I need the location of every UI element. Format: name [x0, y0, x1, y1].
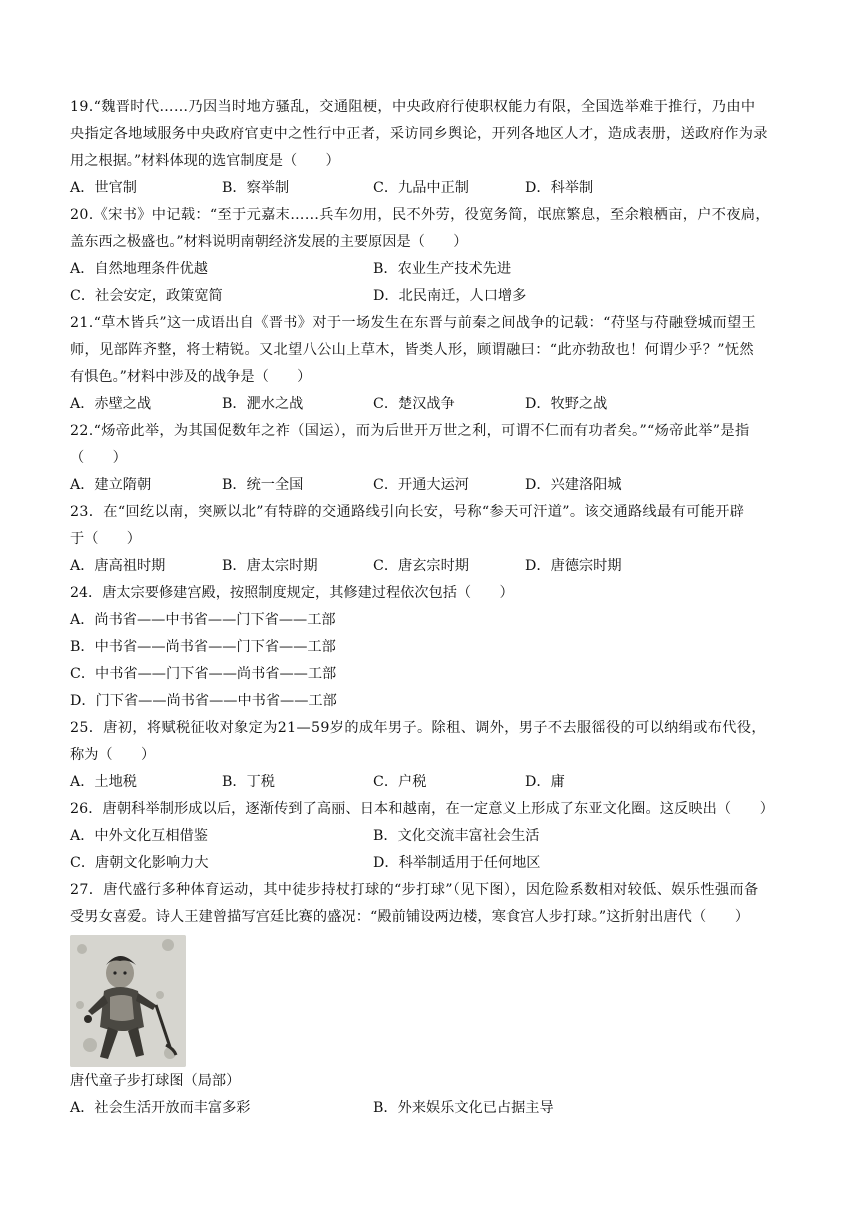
q22-option-b: B．统一全国: [222, 477, 304, 493]
question-23-line-1: 23．在“回纥以南，突厥以北”有特辟的交通路线引向长安，号称“参天可汗道”。该交通路线最有可能开辟: [70, 504, 745, 520]
question-23-line-2: 于（ ）: [70, 531, 141, 547]
q26-option-c: C．唐朝文化影响力大: [70, 855, 209, 871]
q19-option-d: D．科举制: [525, 180, 594, 196]
q20-option-a: A．自然地理条件优越: [70, 261, 208, 277]
q23-option-b: B．唐太宗时期: [222, 558, 318, 574]
q20-option-c: C．社会安定，政策宽简: [70, 288, 223, 304]
question-20-line-1: 20.《宋书》中记载：“至于元嘉末……兵车勿用，民不外劳，役宽务简，氓庶繁息，至余粮栖亩，户不夜扃，: [70, 207, 770, 223]
q20-option-d: D．北民南迁，人口增多: [373, 288, 527, 304]
q24-option-d: D．门下省——尚书省——中书省——工部: [70, 693, 337, 709]
q24-option-b: B．中书省——尚书省——门下省——工部: [70, 639, 336, 655]
q24-option-c: C．中书省——门下省——尚书省——工部: [70, 666, 337, 682]
question-21-line-1: 21.“草木皆兵”这一成语出自《晋书》对于一场发生在东晋与前秦之间战争的记载：“苻坚与苻融登城而望王: [70, 315, 757, 331]
question-26-line-1: 26．唐朝科举制形成以后，逐渐传到了高丽、日本和越南，在一定意义上形成了东亚文化圈。这反映出（ ）: [70, 801, 775, 817]
question-27-line-2: 受男女喜爱。诗人王建曾描写宫廷比赛的盛况：“殿前铺设两边楼，寒食宫人步打球。”这折射出唐代（ ）: [70, 909, 750, 925]
question-19-line-1: 19.“魏晋时代……乃因当时地方骚乱，交通阻梗，中央政府行使职权能力有限，全国选举难于推行，乃由中: [70, 99, 756, 115]
q25-option-a: A．土地税: [70, 774, 137, 790]
question-19-line-2: 央指定各地域服务中央政府官吏中之性行中正者，采访同乡舆论，开列各地区人才，造成表册，送政府作为录: [70, 126, 768, 142]
q25-option-c: C．户税: [373, 774, 427, 790]
figure-caption: 唐代童子步打球图（局部）: [70, 1073, 241, 1089]
q23-option-d: D．唐德宗时期: [525, 558, 622, 574]
q25-option-b: B．丁税: [222, 774, 275, 790]
question-22-line-2: （ ）: [70, 450, 127, 466]
question-27-line-1: 27．唐代盛行多种体育运动，其中徒步持杖打球的“步打球”（见下图），因危险系数相对较低、娱乐性强而备: [70, 882, 759, 898]
q22-option-d: D．兴建洛阳城: [525, 477, 622, 493]
question-19-line-3: 用之根据。”材料体现的选官制度是（ ）: [70, 153, 340, 169]
painting-illustration: [70, 935, 186, 1067]
q21-option-d: D．牧野之战: [525, 396, 608, 412]
q27-option-a: A．社会生活开放而丰富多彩: [70, 1100, 251, 1116]
q27-option-b: B．外来娱乐文化已占据主导: [373, 1100, 554, 1116]
question-24-line-1: 24．唐太宗要修建宫殿，按照制度规定，其修建过程依次包括（ ）: [70, 585, 514, 601]
question-21-line-2: 师，见部阵齐整，将士精锐。又北望八公山上草木，皆类人形，顾谓融曰：“此亦勃敌也！何谓少乎？”怃然: [70, 342, 754, 358]
q21-option-c: C．楚汉战争: [373, 396, 455, 412]
q19-option-b: B．察举制: [222, 180, 290, 196]
q19-option-a: A．世官制: [70, 180, 137, 196]
q23-option-a: A．唐高祖时期: [70, 558, 166, 574]
q21-option-b: B．淝水之战: [222, 396, 304, 412]
q24-option-a: A．尚书省——中书省——门下省——工部: [70, 612, 336, 628]
question-22-line-1: 22.“炀帝此举，为其国促数年之祚（国运），而为后世开万世之利，可谓不仁而有功者矣。”“炀帝此举”是指: [70, 423, 750, 439]
q22-option-a: A．建立隋朝: [70, 477, 152, 493]
q19-option-c: C．九品中正制: [373, 180, 469, 196]
question-21-line-3: 有惧色。”材料中涉及的战争是（ ）: [70, 369, 312, 385]
question-25-line-2: 称为（ ）: [70, 747, 156, 763]
q22-option-c: C．开通大运河: [373, 477, 469, 493]
question-25-line-1: 25．唐初，将赋税征收对象定为21—59岁的成年男子。除租、调外，男子不去服徭役的可以纳绢或布代役，: [70, 720, 766, 736]
tang-child-buda-ball-painting: [70, 935, 186, 1067]
q21-option-a: A．赤壁之战: [70, 396, 152, 412]
q26-option-d: D．科举制适用于任何地区: [373, 855, 541, 871]
q26-option-b: B．文化交流丰富社会生活: [373, 828, 540, 844]
question-20-line-2: 盖东西之极盛也。”材料说明南朝经济发展的主要原因是（ ）: [70, 234, 468, 250]
q20-option-b: B．农业生产技术先进: [373, 261, 512, 277]
q23-option-c: C．唐玄宗时期: [373, 558, 469, 574]
q25-option-d: D．庸: [525, 774, 565, 790]
q26-option-a: A．中外文化互相借鉴: [70, 828, 208, 844]
